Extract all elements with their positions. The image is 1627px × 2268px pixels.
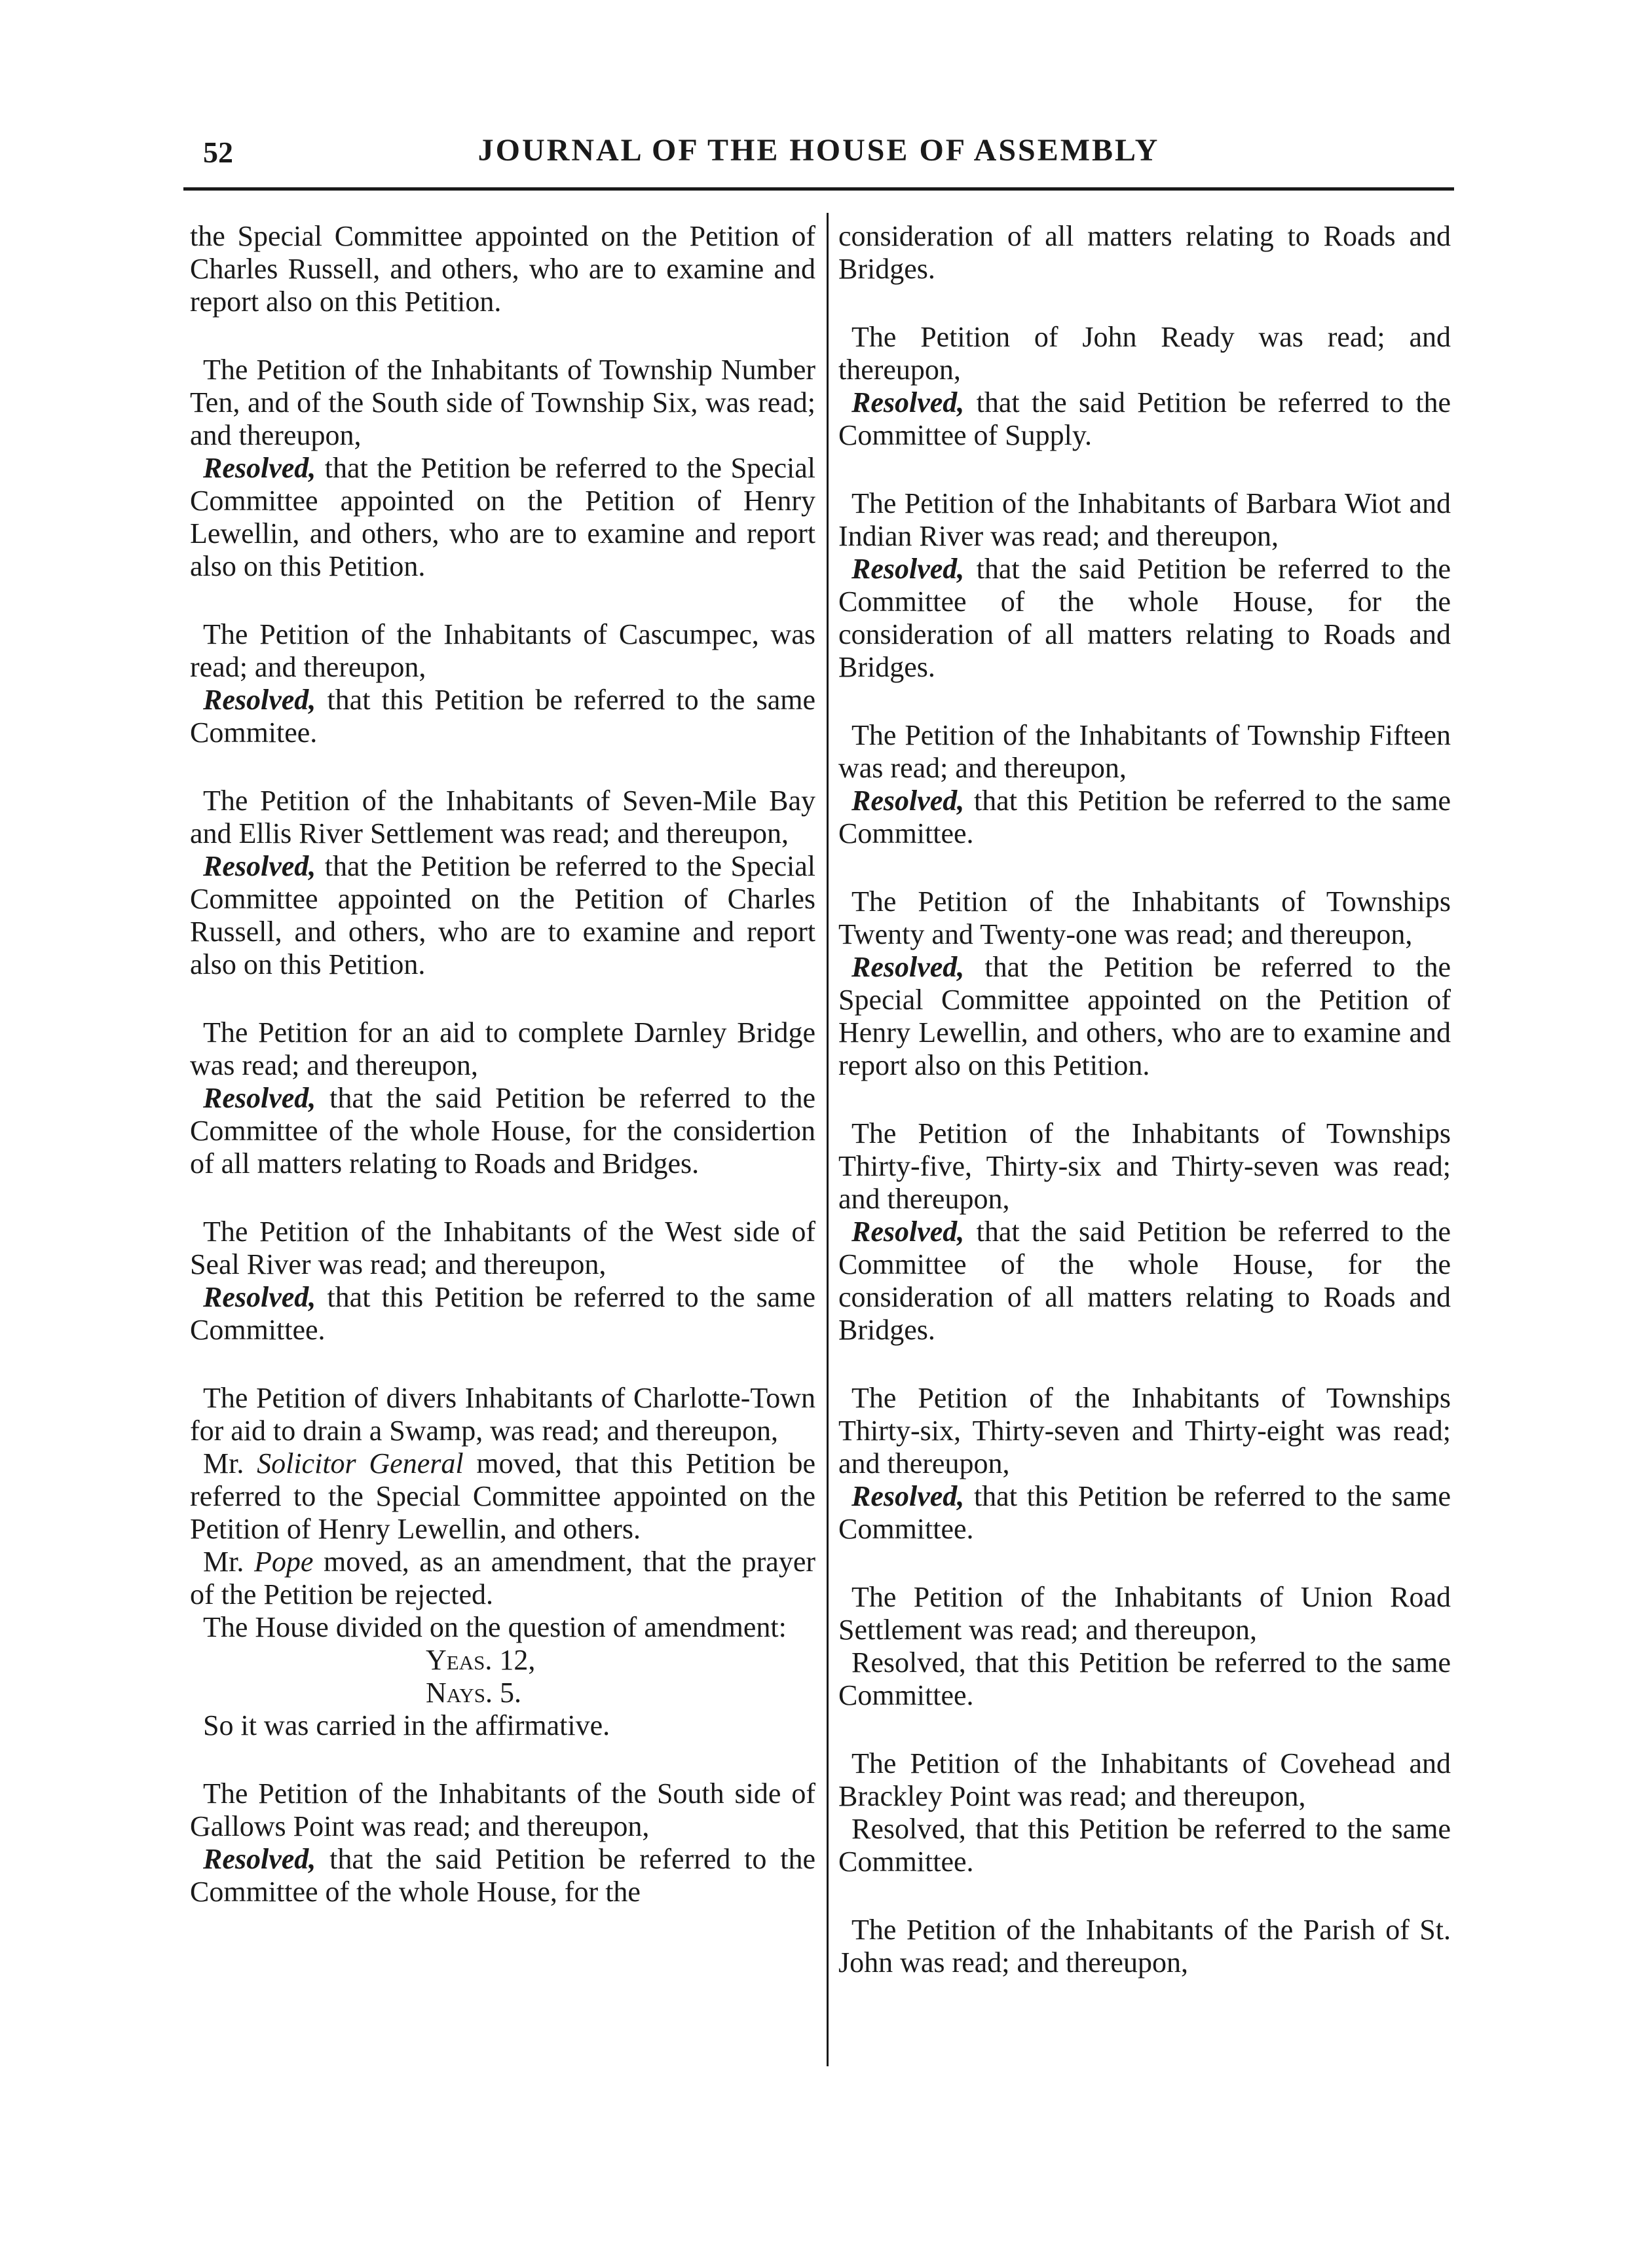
petition-text: The Petition of the Inhabitants of the Parish of St. John was read; and thereupon,: [838, 1914, 1451, 1979]
resolved-label: Resolved,: [203, 1281, 316, 1313]
resolution: [838, 386, 1451, 452]
resolution: [190, 1082, 815, 1180]
resolution-text: that this Petition be referred to the same Committee.: [838, 785, 1451, 849]
division-text: The House divided on the question of amendment:: [203, 1611, 787, 1643]
resolved-label: Resolved,: [203, 684, 316, 716]
resolution: [838, 1813, 1451, 1878]
yeas-count: Yeas. 12,: [426, 1644, 536, 1676]
continuation-paragraph: [838, 220, 1451, 286]
petition-text: The Petition of the Inhabitants of the South side of Gallows Point was read; and thereupon,: [190, 1777, 815, 1842]
resolved-label: Resolved,: [851, 785, 965, 817]
resolved-label: Resolved,: [203, 1082, 316, 1114]
petition-entry: [838, 1914, 1451, 1979]
resolved-label: Resolved,: [851, 1646, 966, 1679]
resolved-label: Resolved,: [203, 1843, 316, 1875]
page-header: [183, 126, 1454, 178]
petition-entry: [190, 1016, 815, 1180]
running-head: JOURNAL OF THE HOUSE OF ASSEMBLY: [477, 133, 1160, 168]
petition-text: The Petition of divers Inhabitants of Charlotte-Town for aid to drain a Swamp, was read; and thereupon,: [190, 1382, 815, 1447]
petition-text: The Petition of the Inhabitants of Townships Twenty and Twenty-one was read; and thereupon,: [838, 885, 1451, 950]
paragraph-text: consideration of all matters relating to Roads and Bridges.: [838, 220, 1451, 285]
resolution: [190, 850, 815, 981]
resolution-text: that the Petition be referred to the Special Committee appointed on the Petition of Henry Lewellin, and others, who are to examine and report also on this Petition.: [190, 452, 816, 582]
petition-text: The Petition of the Inhabitants of Union Road Settlement was read; and thereupon,: [838, 1581, 1451, 1646]
resolution: [838, 553, 1451, 684]
petition-text: The Petition of the Inhabitants of Covehead and Brackley Point was read; and thereupon,: [838, 1747, 1451, 1812]
resolution-text: that the said Petition be referred to the Committee of Supply.: [838, 386, 1451, 451]
left-column: [190, 220, 815, 1944]
petition-text: The Petition of the Inhabitants of Seven-Mile Bay and Ellis River Settlement was read; and thereupon,: [190, 785, 815, 849]
resolution-text: that the Petition be referred to the Special Committee appointed on the Petition of Henry Lewellin, and others, who are to examine and report also on this Petition.: [838, 951, 1451, 1081]
petition-entry: [838, 1747, 1451, 1878]
resolution: [190, 1843, 815, 1908]
page-number: 52: [203, 136, 233, 169]
motion: [190, 1447, 815, 1546]
mover-name: Solicitor General: [257, 1447, 464, 1479]
petition-entry: [838, 719, 1451, 850]
petition-text: The Petition of the Inhabitants of Barbara Wiot and Indian River was read; and thereupon,: [838, 487, 1451, 552]
petition-entry: [190, 785, 815, 981]
resolution-text: that the said Petition be referred to the Committee of the whole House, for the consideration of all matters relating to Roads and Bridges.: [838, 553, 1451, 683]
division-outcome: So it was carried in the affirmative.: [203, 1709, 610, 1741]
resolution-text: that the Petition be referred to the Special Committee appointed on the Petition of Charles Russell, and others, who are to examine and report also on this Petition.: [190, 850, 816, 980]
motion-prefix: Mr.: [203, 1546, 244, 1578]
petition-entry: [838, 885, 1451, 1082]
resolution-text: that this Petition be referred to the same Committee.: [838, 1813, 1451, 1878]
petition-entry: [190, 1216, 815, 1347]
petition-text: The Petition of the Inhabitants of Townships Thirty-six, Thirty-seven and Thirty-eight was read; and thereupon,: [838, 1382, 1451, 1479]
resolution-text: that this Petition be referred to the same Committee.: [838, 1646, 1451, 1711]
resolution: [838, 1216, 1451, 1347]
motion-text: moved, as an amendment, that the prayer of the Petition be rejected.: [190, 1546, 816, 1610]
column-divider: [827, 213, 829, 2066]
resolution: [838, 1480, 1451, 1546]
resolution: [190, 452, 815, 583]
petition-text: The Petition of the Inhabitants of Cascumpec, was read; and thereupon,: [190, 618, 815, 683]
resolved-label: Resolved,: [851, 553, 965, 585]
right-column: [838, 220, 1451, 2015]
resolution: [838, 785, 1451, 850]
petition-text: The Petition of the Inhabitants of Township Fifteen was read; and thereupon,: [838, 719, 1451, 784]
resolved-label: Resolved,: [851, 951, 965, 983]
motion-text: moved, that this Petition be referred to the Special Committee appointed on the Petition of Henry Lewellin, and others.: [190, 1447, 816, 1545]
petition-entry: [190, 1777, 815, 1908]
resolution: [190, 1281, 815, 1347]
resolved-label: Resolved,: [851, 1480, 965, 1512]
petition-text: The Petition of John Ready was read; and thereupon,: [838, 321, 1451, 386]
resolution-text: that the said Petition be referred to the Committee of the whole House, for the considertion of all matters relating to Roads and Bridges.: [190, 1082, 815, 1180]
petition-text: The Petition of the Inhabitants of Township Number Ten, and of the South side of Township Six, was read; and thereupon,: [190, 354, 815, 451]
amendment-motion: [190, 1546, 815, 1611]
resolution-text: that this Petition be referred to the same Committee.: [838, 1480, 1451, 1545]
petition-entry: [190, 618, 815, 749]
resolution-text: that the said Petition be referred to the Committee of the whole House, for the: [190, 1843, 815, 1908]
petition-text: The Petition of the Inhabitants of Townships Thirty-five, Thirty-six and Thirty-seven was read; and thereupon,: [838, 1117, 1451, 1215]
resolution-text: that this Petition be referred to the same Commitee.: [190, 684, 816, 749]
nays-count: Nays. 5.: [426, 1677, 521, 1709]
resolution: [190, 684, 815, 749]
petition-entry: [838, 1581, 1451, 1712]
petition-entry: [838, 1382, 1451, 1546]
petition-entry: [190, 354, 815, 583]
paragraph-text: the Special Committee appointed on the Petition of Charles Russell, and others, who are to examine and report also on this Petition.: [190, 220, 815, 318]
resolved-label: Resolved,: [851, 386, 965, 418]
resolution-text: that the said Petition be referred to the Committee of the whole House, for the consideration of all matters relating to Roads and Bridges.: [838, 1216, 1451, 1346]
resolved-label: Resolved,: [203, 452, 316, 484]
petition-entry: [838, 321, 1451, 452]
resolution: [838, 951, 1451, 1082]
resolved-label: Resolved,: [851, 1813, 966, 1845]
petition-text: The Petition of the Inhabitants of the West side of Seal River was read; and thereupon,: [190, 1216, 815, 1280]
petition-entry: [838, 487, 1451, 684]
petition-entry: [838, 1117, 1451, 1347]
motion-prefix: Mr.: [203, 1447, 244, 1479]
continuation-paragraph: [190, 220, 815, 318]
header-rule: [183, 187, 1454, 191]
resolution-text: that this Petition be referred to the same Committee.: [190, 1281, 816, 1346]
divided-petition-entry: [190, 1382, 815, 1742]
resolved-label: Resolved,: [203, 850, 316, 882]
mover-name: Pope: [253, 1546, 314, 1578]
resolution: [838, 1646, 1451, 1712]
petition-text: The Petition for an aid to complete Darnley Bridge was read; and thereupon,: [190, 1016, 815, 1081]
resolved-label: Resolved,: [851, 1216, 965, 1248]
